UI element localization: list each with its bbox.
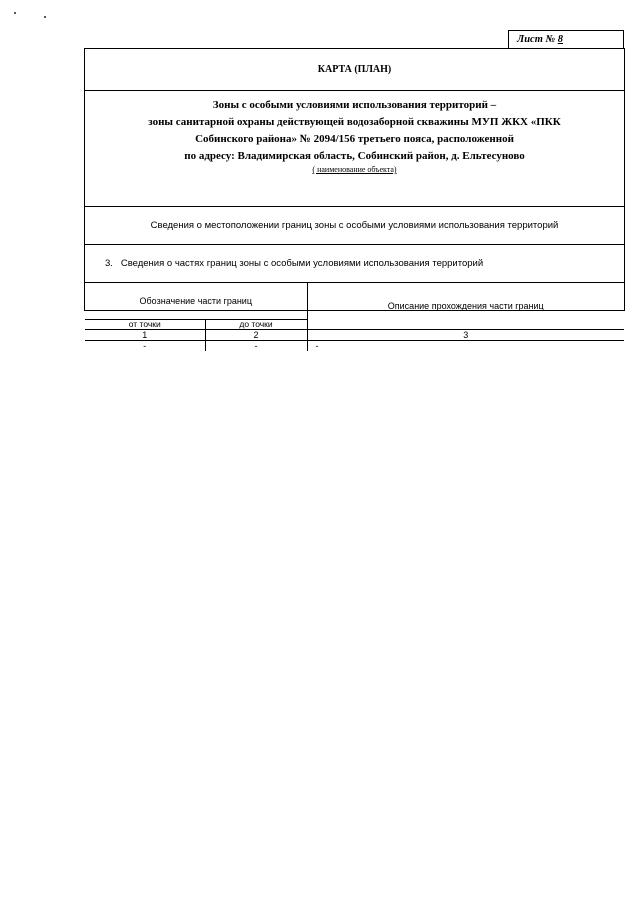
- zone-line: по адресу: Владимирская область, Собинский район, д. Ельтесуново: [184, 150, 525, 162]
- zone-line: Зоны с особыми условиями использования территорий –: [212, 99, 497, 111]
- map-title: КАРТА (ПЛАН): [85, 49, 624, 91]
- header-description: Описание прохождения части границ: [307, 283, 624, 330]
- object-caption: ( наименование объекта): [312, 165, 397, 174]
- scan-speck: [44, 16, 46, 18]
- table-cell: -: [85, 341, 205, 352]
- parts-text: Сведения о частях границ зоны с особыми условиями использования территорий: [120, 258, 484, 269]
- scan-speck: [14, 12, 16, 14]
- parts-info: [85, 245, 624, 283]
- sheet-number: 8: [557, 34, 563, 45]
- header-designation: Обозначение части границ: [85, 283, 307, 320]
- location-info: Сведения о местоположении границ зоны с особыми условиями использования территорий: [85, 207, 624, 245]
- column-numbers-row: [85, 330, 624, 341]
- boundary-parts-table: [85, 283, 624, 351]
- zone-line: Собинского района» № 2094/156 третьего пояса, расположенной: [195, 133, 514, 145]
- header-from-point: от точки: [85, 320, 205, 330]
- table-cell: -: [205, 341, 307, 352]
- zone-title-block: [85, 91, 624, 207]
- parts-number: 3.: [105, 258, 113, 269]
- column-number: 3: [307, 330, 624, 341]
- zone-line: зоны санитарной охраны действующей водозаборной скважины МУП ЖКХ «ПКК: [148, 116, 561, 128]
- header-to-point: до точки: [205, 320, 307, 330]
- sheet-number-box: [508, 30, 624, 49]
- sheet-label: Лист №: [517, 34, 556, 45]
- document-frame: [84, 48, 625, 351]
- table-row: [85, 341, 624, 352]
- table-cell: -: [307, 341, 624, 352]
- column-number: 1: [85, 330, 205, 341]
- column-number: 2: [205, 330, 307, 341]
